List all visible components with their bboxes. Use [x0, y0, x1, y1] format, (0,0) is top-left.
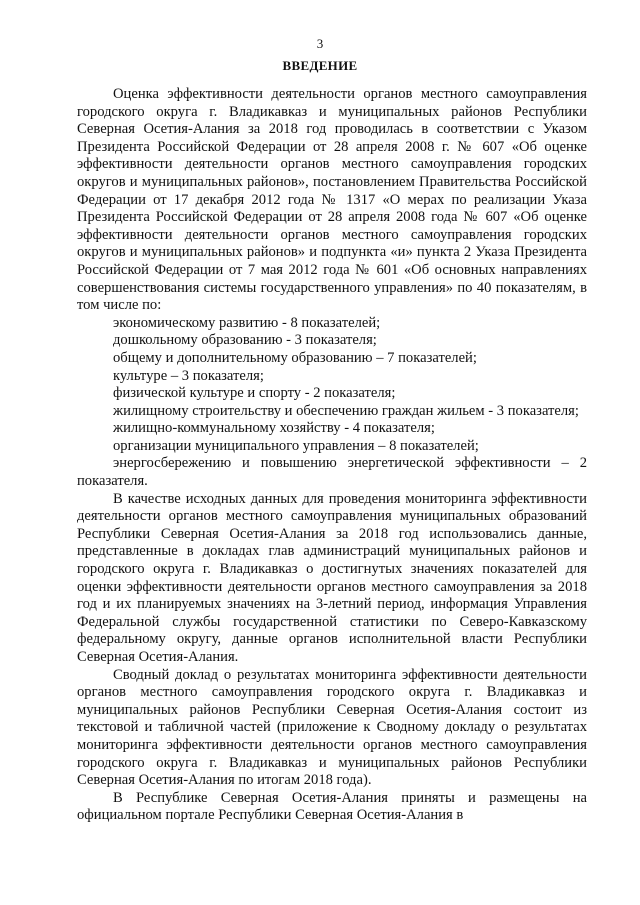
- section-heading: ВВЕДЕНИЕ: [282, 58, 358, 73]
- page-number: 3: [316, 36, 324, 51]
- indicator-list: [77, 315, 587, 491]
- indicator-item: физической культуре и спорту - 2 показателя;: [113, 385, 396, 402]
- indicator-item: жилищно-коммунальному хозяйству - 4 показателя;: [113, 420, 435, 437]
- indicator-item: дошкольному образованию - 3 показателя;: [113, 332, 377, 349]
- report-paragraph: Сводный доклад о результатах мониторинга эффективности деятельности органов местного самоуправления городского округа г. Владикавказ и муниципальных районов Республики Северная Осетия-Алания состоит из текстовой и табличной частей (приложение к Сводному докладу о результатах мониторинга эффективности деятельности органов местного самоуправления городского округа г. Владикавказ и муниципальных районов Республики Северная Осетия-Алания по итогам 2018 года).: [77, 666, 587, 789]
- indicator-item: культуре – 3 показателя;: [113, 367, 264, 384]
- sources-paragraph: В качестве исходных данных для проведения мониторинга эффективности деятельности органов местного самоуправления муниципальных образований Республики Северная Осетия-Алания за 2018 год использовались данные, представленные в докладах глав администраций муниципальных районов и городского округа г. Владикавказ о достигнутых значениях показателей для оценки эффективности деятельности органов местного самоуправления за 2018 год и их планируемых значениях на 3-летний период, информация Управления Федеральной службы государственной статистики по Северо-Кавказскому федеральному округу, данные органов исполнительной власти Республики Северная Осетия-Алания.: [77, 490, 587, 665]
- indicator-item: экономическому развитию - 8 показателей;: [113, 314, 381, 331]
- indicator-item: общему и дополнительному образованию – 7 показателей;: [113, 349, 477, 366]
- indicator-item: организации муниципального управления – 8 показателей;: [113, 437, 479, 454]
- indicator-item: жилищному строительству и обеспечению граждан жильем - 3 показателя;: [113, 402, 579, 419]
- portal-paragraph: В Республике Северная Осетия-Алания приняты и размещены на официальном портале Республики Северная Осетия-Алания в: [77, 789, 587, 824]
- intro-paragraph: Оценка эффективности деятельности органов местного самоуправления городского округа г. Владикавказ и муниципальных районов Республики Северная Осетия-Алания за 2018 год проводилась в соответствии с Указом Президента Российской Федерации от 28 апреля 2008 г. № 607 «Об оценке эффективности деятельности органов местного самоуправления городских округов и муниципальных районов», постановлением Правительства Российской Федерации от 17 декабря 2012 года № 1317 «О мерах по реализации Указа Президента Российской Федерации от 28 апреля 2008 года № 607 «Об оценке эффективности деятельности органов местного самоуправления городских округов и муниципальных районов» и подпункта «и» пункта 2 Указа Президента Российской Федерации от 7 мая 2012 года № 601 «Об основных направлениях совершенствования системы государственного управления» по 40 показателям, в том числе по:: [77, 86, 587, 314]
- indicator-item: энергосбережению и повышению энергетической эффективности – 2 показателя.: [77, 455, 587, 490]
- document-body: [77, 86, 587, 825]
